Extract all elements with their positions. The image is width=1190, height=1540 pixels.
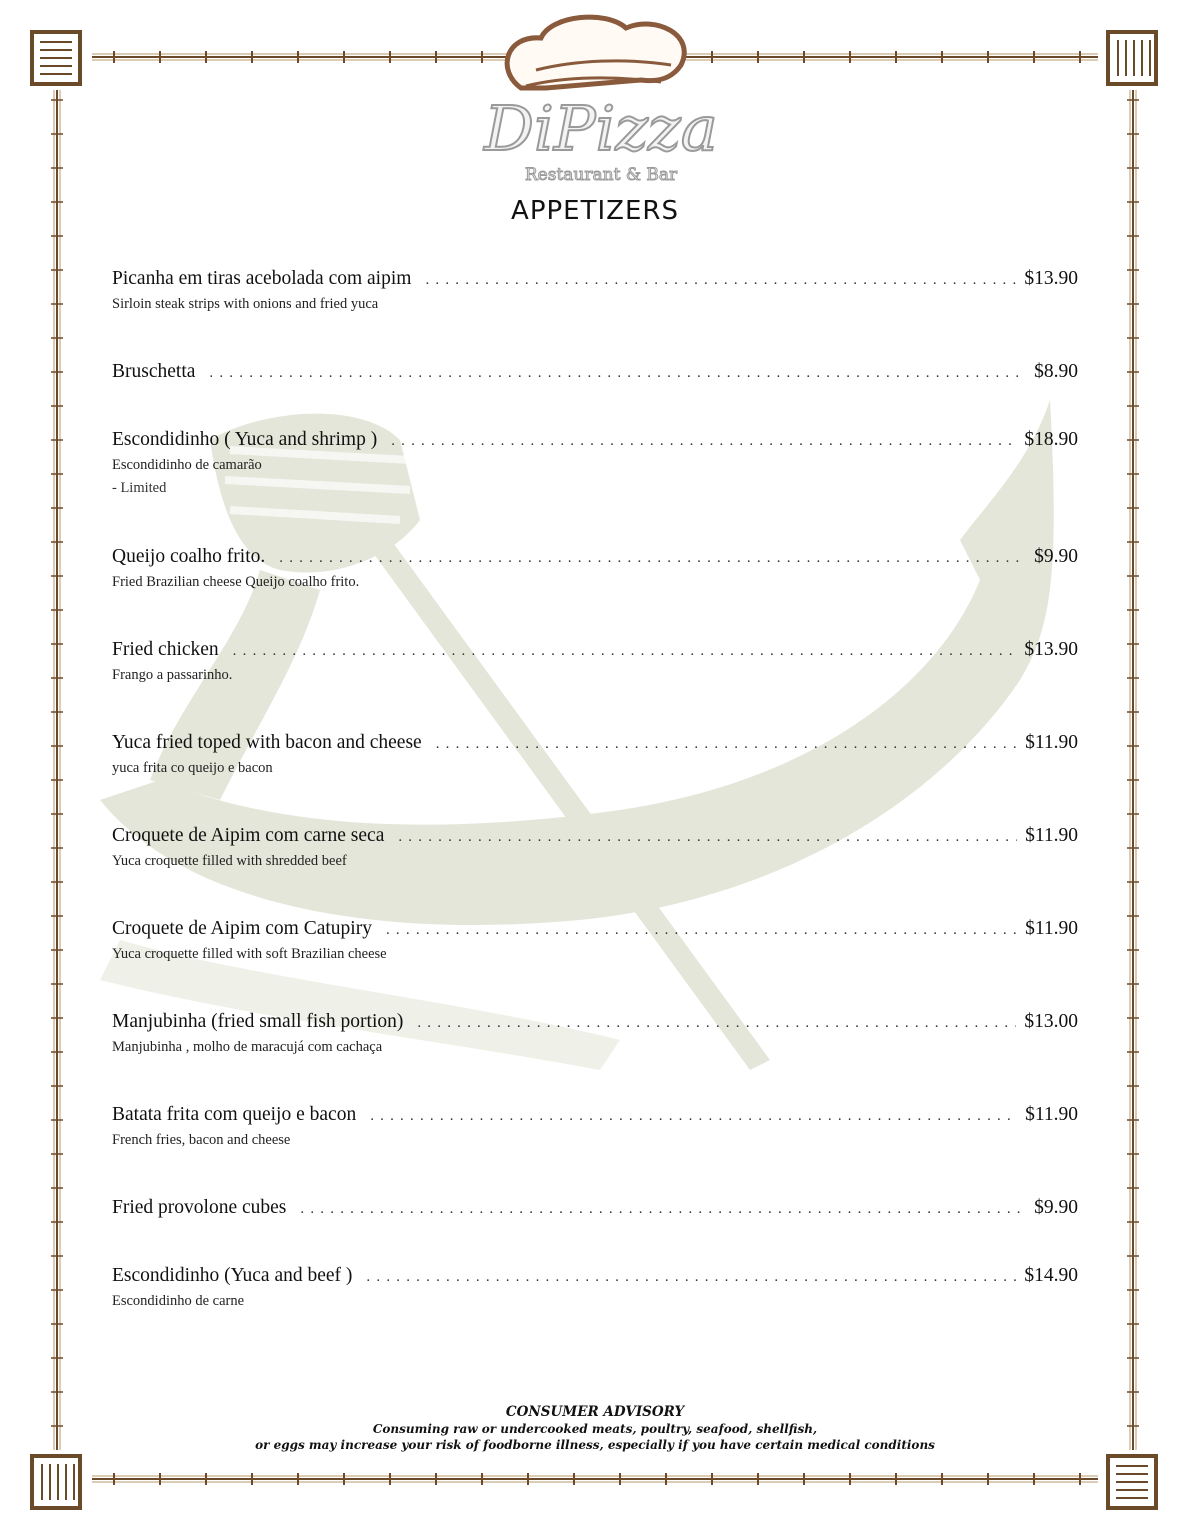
item-name: Croquete de Aipim com Catupiry — [112, 918, 372, 939]
corner-ornament-bottom-left — [30, 1454, 82, 1510]
menu-item — [112, 1265, 1078, 1310]
leader-dots — [300, 1201, 1026, 1218]
item-description: Yuca croquette filled with soft Brazilian cheese — [112, 946, 387, 962]
item-name: Bruschetta — [112, 361, 196, 382]
item-name: Croquete de Aipim com carne seca — [112, 825, 385, 846]
item-name: Manjubinha (fried small fish portion) — [112, 1011, 404, 1032]
item-price: $8.90 — [1034, 361, 1078, 382]
item-description: Manjubinha , molho de maracujá com cachaça — [112, 1039, 383, 1055]
item-price: $11.90 — [1025, 825, 1078, 846]
leader-dots — [436, 736, 1017, 753]
bottom-border — [92, 1472, 1098, 1486]
item-price: $11.90 — [1025, 1104, 1078, 1125]
item-price: $11.90 — [1025, 918, 1078, 939]
item-description: Yuca croquette filled with shredded beef — [112, 853, 347, 869]
menu-item — [112, 361, 1078, 383]
item-name: Queijo coalho frito. — [112, 546, 266, 567]
consumer-advisory — [0, 1404, 1190, 1452]
item-name: Escondidinho (Yuca and beef ) — [112, 1265, 353, 1286]
leader-dots — [370, 1108, 1017, 1125]
item-price: $13.00 — [1024, 1011, 1078, 1032]
item-note: - Limited — [112, 480, 167, 496]
item-name: Picanha em tiras acebolada com aipim — [112, 268, 412, 289]
logo-wordmark: DiPizza — [484, 92, 718, 165]
section-title: APPETIZERS — [511, 196, 679, 226]
advisory-line: Consuming raw or undercooked meats, poultry, seafood, shellfish, — [372, 1422, 818, 1436]
menu-item — [112, 732, 1078, 777]
leader-dots — [417, 1015, 1016, 1032]
item-description: Escondidinho de camarão — [112, 457, 262, 473]
menu-item — [112, 268, 1078, 313]
leader-dots — [391, 433, 1016, 450]
leader-dots — [386, 922, 1017, 939]
leader-dots — [209, 365, 1026, 382]
menu-item — [112, 429, 1078, 497]
menu-item — [112, 1104, 1078, 1149]
item-description: Frango a passarinho. — [112, 667, 233, 683]
item-price: $9.90 — [1034, 546, 1078, 567]
item-description: Fried Brazilian cheese Queijo coalho frito. — [112, 574, 360, 590]
item-name: Escondidinho ( Yuca and shrimp ) — [112, 429, 378, 450]
item-name: Fried chicken — [112, 639, 219, 660]
menu-item — [112, 1011, 1078, 1056]
item-price: $13.90 — [1024, 268, 1078, 289]
menu-item — [112, 918, 1078, 963]
leader-dots — [233, 643, 1017, 660]
menu-item — [112, 1197, 1078, 1219]
menu-item — [112, 825, 1078, 870]
corner-ornament-top-right — [1106, 30, 1158, 86]
menu-item — [112, 546, 1078, 591]
leader-dots — [366, 1269, 1016, 1286]
item-price: $9.90 — [1034, 1197, 1078, 1218]
item-description: yuca frita co queijo e bacon — [112, 760, 273, 776]
item-name: Yuca fried toped with bacon and cheese — [112, 732, 422, 753]
leader-dots — [398, 829, 1017, 846]
item-description: Sirloin steak strips with onions and fried yuca — [112, 296, 379, 312]
dipizza-logo — [456, 10, 746, 190]
item-name: Fried provolone cubes — [112, 1197, 287, 1218]
menu-item — [112, 639, 1078, 684]
leader-dots — [425, 272, 1016, 289]
item-description: French fries, bacon and cheese — [112, 1132, 291, 1148]
corner-ornament-bottom-right — [1106, 1454, 1158, 1510]
item-price: $11.90 — [1025, 732, 1078, 753]
leader-dots — [279, 550, 1026, 567]
item-price: $14.90 — [1024, 1265, 1078, 1286]
advisory-line: or eggs may increase your risk of foodborne illness, especially if you have certain medical conditions — [255, 1438, 935, 1452]
corner-ornament-top-left — [30, 30, 82, 86]
advisory-title: CONSUMER ADVISORY — [505, 1404, 685, 1420]
item-price: $18.90 — [1024, 429, 1078, 450]
logo-tagline: Restaurant & Bar — [524, 165, 678, 185]
item-price: $13.90 — [1024, 639, 1078, 660]
item-name: Batata frita com queijo e bacon — [112, 1104, 357, 1125]
item-description: Escondidinho de carne — [112, 1293, 245, 1309]
